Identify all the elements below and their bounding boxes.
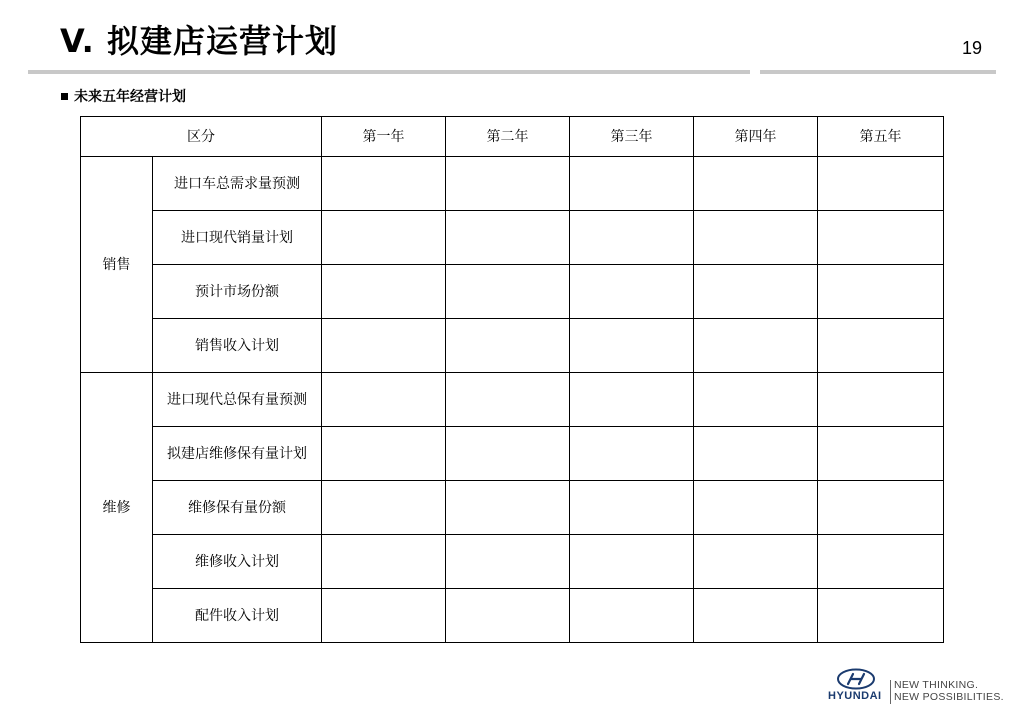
row-label: 进口现代总保有量预测 — [153, 373, 322, 427]
row-label: 配件收入计划 — [153, 589, 322, 643]
table-row — [81, 211, 944, 265]
table-row — [81, 319, 944, 373]
data-cell — [570, 211, 694, 265]
table-row — [81, 157, 944, 211]
data-cell — [446, 373, 570, 427]
page-number: 19 — [962, 38, 983, 58]
row-label: 预计市场份额 — [153, 265, 322, 319]
row-label: 拟建店维修保有量计划 — [153, 427, 322, 481]
data-cell — [694, 481, 818, 535]
data-cell — [322, 535, 446, 589]
row-label: 进口车总需求量预测 — [153, 157, 322, 211]
data-cell — [570, 373, 694, 427]
data-cell — [322, 211, 446, 265]
table-row — [81, 373, 944, 427]
data-cell — [818, 589, 944, 643]
data-cell — [694, 373, 818, 427]
table-row — [81, 481, 944, 535]
header-year-3: 第三年 — [570, 117, 694, 157]
logo-tagline-line-1: NEW THINKING. — [894, 679, 979, 691]
data-cell — [818, 535, 944, 589]
data-cell — [446, 427, 570, 481]
table-row — [81, 265, 944, 319]
header-divider-right — [760, 70, 996, 74]
five-year-plan-table — [80, 116, 944, 643]
header-category: 区分 — [81, 117, 322, 157]
data-cell — [322, 319, 446, 373]
data-cell — [322, 373, 446, 427]
header-divider-left — [28, 70, 750, 74]
data-cell — [694, 157, 818, 211]
data-cell — [446, 157, 570, 211]
data-cell — [570, 535, 694, 589]
group-label-sales: 销售 — [81, 157, 153, 373]
data-cell — [322, 265, 446, 319]
data-cell — [570, 319, 694, 373]
data-cell — [570, 589, 694, 643]
data-cell — [446, 211, 570, 265]
data-cell — [570, 157, 694, 211]
data-cell — [694, 589, 818, 643]
data-cell — [446, 265, 570, 319]
data-cell — [694, 211, 818, 265]
section-heading — [61, 86, 186, 106]
logo-brand-text: HYUNDAI — [828, 690, 882, 702]
group-label-service: 维修 — [81, 373, 153, 643]
data-cell — [694, 427, 818, 481]
data-cell — [818, 481, 944, 535]
data-cell — [694, 319, 818, 373]
logo-tagline — [894, 679, 1004, 703]
data-cell — [818, 157, 944, 211]
data-cell — [322, 157, 446, 211]
row-label: 维修保有量份额 — [153, 481, 322, 535]
logo-tagline-line-2: NEW POSSIBILITIES. — [894, 691, 1004, 703]
data-cell — [322, 589, 446, 643]
logo-divider — [890, 680, 891, 704]
header-year-5: 第五年 — [818, 117, 944, 157]
header-year-2: 第二年 — [446, 117, 570, 157]
table-row — [81, 589, 944, 643]
data-cell — [694, 535, 818, 589]
data-cell — [570, 481, 694, 535]
page-title: V. 拟建店运营计划 — [60, 22, 338, 60]
data-cell — [818, 373, 944, 427]
data-cell — [818, 319, 944, 373]
data-cell — [446, 589, 570, 643]
hyundai-logo — [826, 668, 1004, 706]
section-heading-text: 未来五年经营计划 — [74, 89, 186, 105]
row-label: 维修收入计划 — [153, 535, 322, 589]
data-cell — [322, 427, 446, 481]
square-bullet-icon — [61, 93, 68, 100]
row-label: 销售收入计划 — [153, 319, 322, 373]
data-cell — [818, 427, 944, 481]
data-cell — [446, 481, 570, 535]
header-year-1: 第一年 — [322, 117, 446, 157]
data-cell — [322, 481, 446, 535]
data-cell — [570, 265, 694, 319]
hyundai-emblem-icon — [836, 668, 876, 690]
data-cell — [446, 319, 570, 373]
row-label: 进口现代销量计划 — [153, 211, 322, 265]
data-cell — [570, 427, 694, 481]
table-header-row — [81, 117, 944, 157]
header-year-4: 第四年 — [694, 117, 818, 157]
data-cell — [818, 211, 944, 265]
data-cell — [446, 535, 570, 589]
data-cell — [694, 265, 818, 319]
table-row — [81, 535, 944, 589]
table-row — [81, 427, 944, 481]
data-cell — [818, 265, 944, 319]
